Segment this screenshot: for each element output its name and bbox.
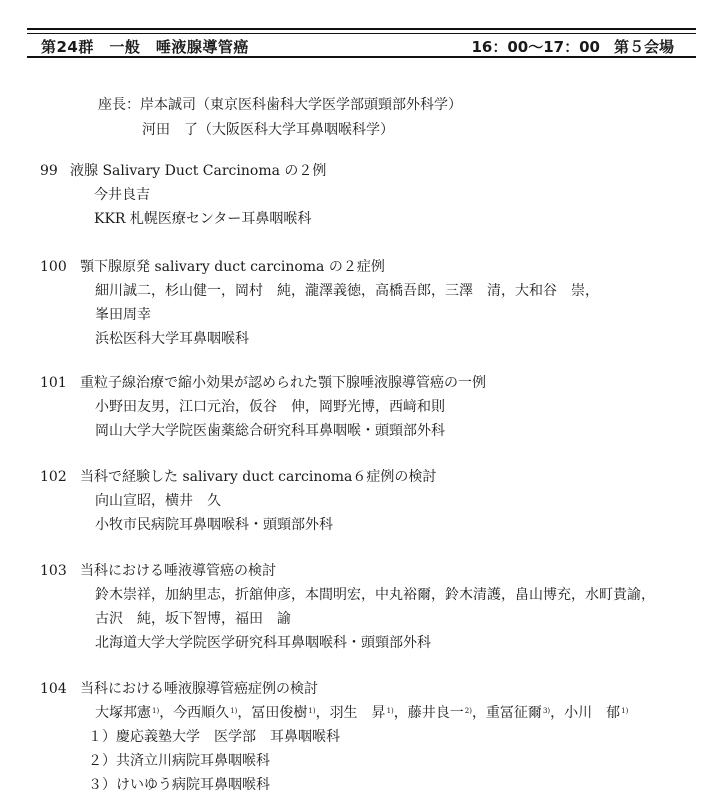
entry-authors-cont: 古沢 純，坂下智博，福田 諭 [95,611,291,627]
author-affil-mark: 1) [386,707,394,715]
entry-title: 重粒子線治療で縮小効果が認められた顎下腺唾液腺導管癌の一例 [80,375,486,391]
author: 羽生 昇 [329,705,386,721]
author: 今西順久 [173,705,230,721]
abstract-entry-104 [40,678,710,797]
entry-affiliation: 北海道大学大学院医学研究科耳鼻咽喉科・頭頸部外科 [95,635,431,651]
author: 小川 郁 [564,705,621,721]
chairs-block [98,93,462,143]
entry-authors: 小野田友男，江口元治，仮谷 伸，岡野光博，西﨑和則 [95,399,445,415]
header-rule [27,33,696,34]
entry-authors: 大塚邦憲$^{1)}$，今西順久$^{1)}$，冨田俊樹$^{1)}$，羽生 昇$^{1)}$，藤井良一$^{2)}$，重冨征爾$^{3)}$，小川 郁$^{1)}$ [95,705,629,721]
entry-title: 当科における唾液腺導管癌症例の検討 [80,681,318,697]
abstract-entry-103 [40,560,710,655]
entry-authors-cont: 峯田周幸 [95,307,151,323]
chair-line-2: 河田 了（大阪医科大学耳鼻咽喉科学） [142,122,394,138]
entry-title: 当科で経験した salivary duct carcinoma６症例の検討 [80,469,437,485]
author: 大塚邦憲 [95,705,151,721]
entry-number: 102 [40,469,67,485]
entry-authors: 今井良吉 [94,187,150,203]
entry-authors: 向山宣昭，横井 久 [95,493,221,509]
author-affil-mark: 1) [152,707,160,715]
author: 藤井良一 [407,705,464,721]
author-affil-mark: 1) [308,707,316,715]
session-header [27,28,696,58]
author-affil-mark: 1) [230,707,238,715]
author-affil-mark: 2) [464,707,472,715]
entry-affiliation: 浜松医科大学耳鼻咽喉科 [95,331,249,347]
chair-line-1: 座長：岸本誠司（東京医科歯科大学医学部頭頸部外科学） [98,97,462,113]
entry-number: 104 [40,681,67,697]
entry-number: 100 [40,259,67,275]
entry-number: 101 [40,375,67,391]
author-affil-mark: 3) [542,707,551,715]
session-time-room [471,36,674,57]
entry-affiliation-2: ２）共済立川病院耳鼻咽喉科 [88,753,270,769]
entry-title: 顎下腺原発 salivary duct carcinoma の２症例 [80,259,385,275]
entry-number: 99 [40,163,58,179]
session-time: 16：00〜17：00 [471,38,600,56]
entry-authors: 鈴木崇祥，加納里志，折舘伸彦，本間明宏，中丸裕爾，鈴木清護，畠山博充，水町貴諭， [95,587,655,603]
entry-affiliation-3: ３）けいゆう病院耳鼻咽喉科 [88,777,270,793]
abstract-entry-102 [40,466,710,537]
entry-affiliation: 岡山大学大学院医歯薬総合研究科耳鼻咽喉・頭頸部外科 [95,423,445,439]
author: 重冨征爾 [485,705,542,721]
entry-affiliation: 小牧市民病院耳鼻咽喉科・頭頸部外科 [95,517,333,533]
abstract-entry-100 [40,256,710,351]
entry-affiliation-1: １）慶応義塾大学 医学部 耳鼻咽喉科 [88,729,340,745]
author: 冨田俊樹 [251,705,308,721]
session-title: 第24群 一般 唾液腺導管癌 [41,38,249,56]
entry-title: 当科における唾液導管癌の検討 [80,563,276,579]
entry-affiliation: KKR 札幌医療センター耳鼻咽喉科 [94,211,312,227]
session-room: 第５会場 [613,38,674,56]
entry-number: 103 [40,563,67,579]
abstract-entry-101 [40,372,710,443]
entry-title: 液腺 Salivary Duct Carcinoma の２例 [70,163,327,179]
author-affil-mark: 1) [621,707,629,715]
entry-authors: 細川誠二，杉山健一，岡村 純，瀧澤義徳，高橋吾郎，三澤 清，大和谷 崇， [95,283,599,299]
abstract-entry-99 [40,160,710,231]
